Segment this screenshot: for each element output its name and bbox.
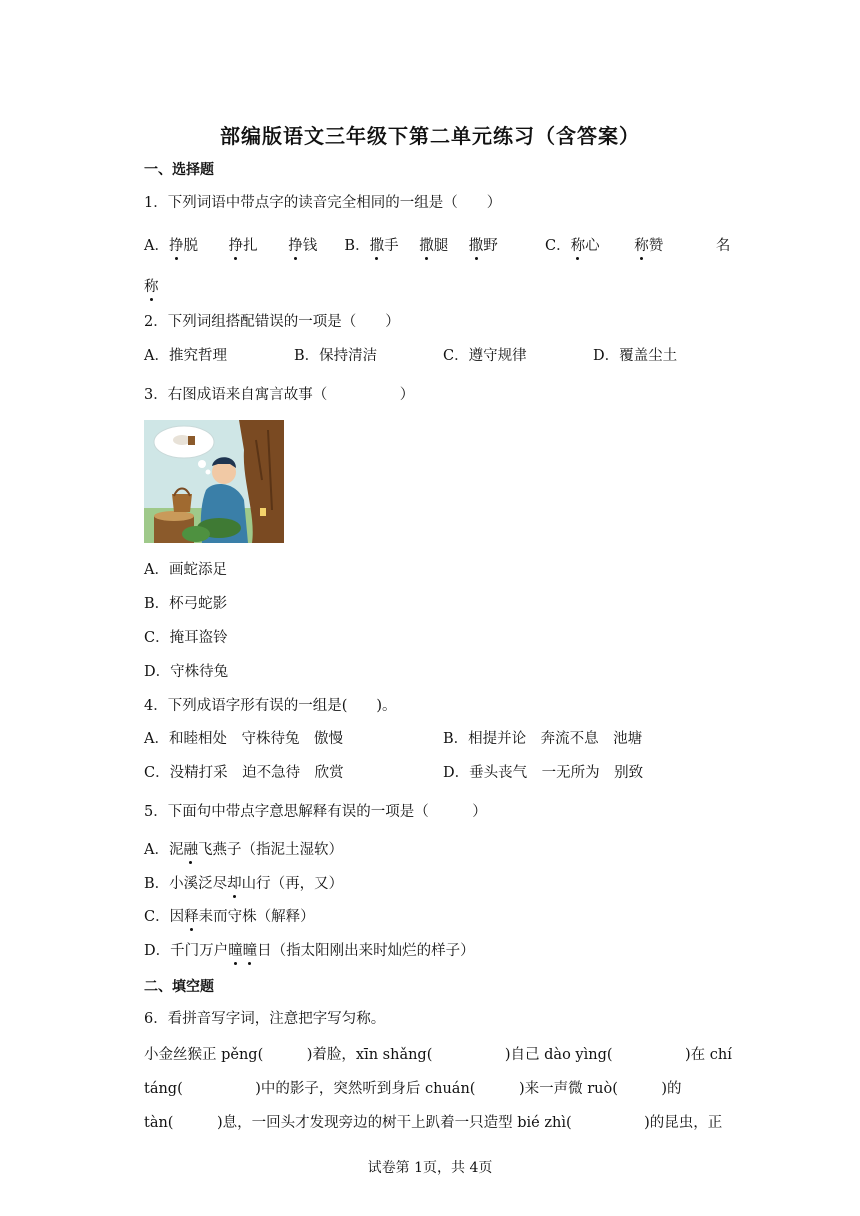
dotted-char: 称	[144, 275, 159, 296]
q5-option-d: D．千门万户曈曈日（指太阳刚出来时灿烂的样子）	[144, 939, 475, 960]
q2-option-a: A．推究哲理	[144, 348, 227, 364]
stump-top	[154, 511, 194, 521]
page-footer: 试卷第 1页，共 4页	[367, 1160, 493, 1176]
question-4-stem: 4．下列成语字形有误的一组是( )。	[144, 698, 397, 714]
q4-option-d: D．垂头丧气 一无所为 别致	[443, 765, 644, 781]
q6-line-1: 小金丝猴正 pěng( )着脸，xīn shǎng( )自己 dào yìng( )在 chí	[144, 1047, 732, 1063]
q3-option-c: C．掩耳盗铃	[144, 630, 228, 646]
illustration-waiting-by-stump	[144, 420, 284, 543]
dotted-char: 撒	[469, 234, 484, 255]
dotted-char: 曈	[228, 939, 243, 960]
q4-option-c: C．没精打采 迫不急待 欣赏	[144, 765, 344, 781]
dotted-char: 挣	[229, 234, 244, 255]
q1-option-a: A．挣脱 挣扎 挣钱	[144, 238, 322, 254]
dotted-char: 融	[183, 838, 198, 859]
q3-option-a: A．画蛇添足	[144, 562, 227, 578]
dotted-char: 释	[184, 905, 199, 926]
tree-hole-item	[260, 508, 266, 516]
q2-option-c: C．遵守规律	[443, 348, 527, 364]
question-1-stem: 1．下列词语中带点字的读音完全相同的一组是（ ）	[144, 195, 502, 211]
dotted-char: 挣	[288, 234, 303, 255]
q2-option-b: B．保持清洁	[294, 348, 378, 364]
page-title: 部编版语文三年级下第二单元练习（含答案）	[220, 124, 640, 148]
q1-option-c: C．称心 称赞 名	[545, 238, 730, 254]
dotted-char: 却	[227, 872, 242, 893]
q2-option-d: D．覆盖尘土	[593, 348, 678, 364]
question-5-stem: 5．下面句中带点字意思解释有误的一项是（ ）	[144, 804, 487, 820]
dotted-char: 撒	[419, 234, 434, 255]
q5-option-b: B．小溪泛尽却山行（再，又）	[144, 872, 343, 893]
q5-option-a: A．泥融飞燕子（指泥土湿软）	[144, 838, 343, 859]
question-2-stem: 2．下列词组搭配错误的一项是（ ）	[144, 314, 400, 330]
section-heading-fill: 二、填空题	[144, 979, 214, 995]
q5-option-c: C．因释耒而守株（解释）	[144, 905, 315, 926]
thought-dot	[206, 470, 211, 475]
q1-option-b: B．撒手 撒腿 撒野	[344, 238, 502, 254]
stump-in-bubble	[188, 436, 195, 445]
basket	[172, 494, 192, 512]
question-3-stem: 3．右图成语来自寓言故事（ ）	[144, 387, 415, 403]
dotted-char: 挣	[169, 234, 184, 255]
question-6-stem: 6．看拼音写字词，注意把字写匀称。	[144, 1011, 386, 1027]
question-1-options	[144, 234, 731, 255]
q6-line-3: tàn( )息，一回头才发现旁边的树干上趴着一只造型 bié zhì( )的昆虫，正	[144, 1115, 723, 1131]
dotted-char: 曈	[243, 939, 258, 960]
thought-dot	[198, 460, 206, 468]
q4-option-b: B．相提并论 奔流不息 池塘	[443, 731, 643, 747]
section-heading-choice: 一、选择题	[144, 162, 214, 178]
q4-option-a: A．和睦相处 守株待兔 傲慢	[144, 731, 343, 747]
dotted-char: 称	[634, 234, 649, 255]
dotted-char: 撒	[370, 234, 385, 255]
q3-option-d: D．守株待兔	[144, 664, 229, 680]
q3-option-b: B．杯弓蛇影	[144, 596, 228, 612]
dotted-char: 称	[571, 234, 586, 255]
bush	[182, 526, 210, 542]
q1-option-c-continued	[144, 275, 159, 296]
q6-line-2: táng( )中的影子，突然听到身后 chuán( )来一声微 ruò( )的	[144, 1081, 682, 1097]
